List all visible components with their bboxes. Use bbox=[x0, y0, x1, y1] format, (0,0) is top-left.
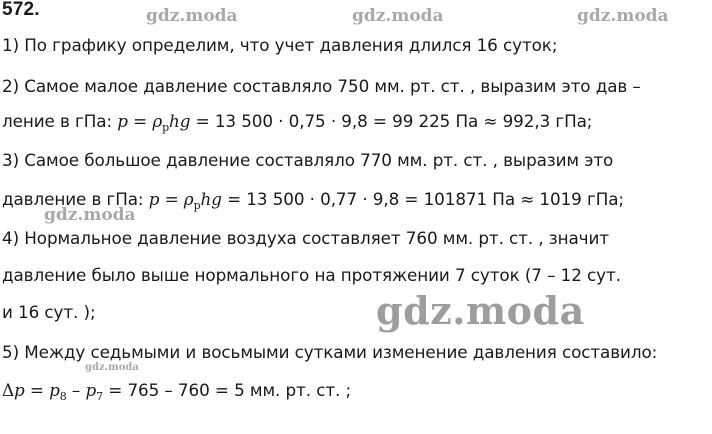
formula-result: = 765 – 760 = 5 мм. рт. ст. ; bbox=[103, 380, 352, 400]
pressure-symbol: p bbox=[14, 380, 25, 400]
problem-number: 572. bbox=[2, 0, 40, 20]
equals-sign: = bbox=[24, 380, 50, 400]
watermark: gdz.moda bbox=[146, 6, 238, 26]
formula-result: = 13 500 · 0,77 · 9,8 = 101871 Па ≈ 1019 гПа; bbox=[221, 189, 624, 209]
watermark: gdz.moda bbox=[44, 205, 136, 225]
watermark-small: gdz.moda bbox=[85, 362, 139, 373]
pressure-symbol: p bbox=[117, 111, 128, 131]
density-subscript: р bbox=[162, 121, 170, 134]
solution-line-1: 1) По графику определим, что учет давления длился 16 суток; bbox=[2, 35, 558, 55]
watermark: gdz.moda bbox=[352, 6, 444, 26]
line-text: давление в гПа: bbox=[2, 189, 149, 209]
equals-sign: = bbox=[159, 189, 184, 209]
hg-symbols: hg bbox=[200, 189, 222, 209]
solution-line-7: давление было выше нормального на протяжении 7 суток (7 – 12 сут. bbox=[2, 265, 621, 285]
density-symbol: ρ bbox=[183, 189, 194, 209]
solution-line-8: и 16 сут. ); bbox=[2, 302, 96, 322]
subscript-7: 7 bbox=[96, 390, 104, 403]
pressure-symbol: p bbox=[148, 189, 160, 209]
pressure-symbol: p bbox=[49, 380, 60, 400]
solution-line-5 bbox=[2, 189, 624, 212]
minus-sign: – bbox=[66, 380, 86, 400]
formula-result: = 13 500 · 0,75 · 9,8 = 99 225 Па ≈ 992,3 гПа; bbox=[190, 111, 593, 131]
solution-line-4: 3) Самое большое давление составляло 770 мм. рт. ст. , выразим это bbox=[2, 150, 614, 170]
watermark-large: gdz.moda bbox=[376, 288, 585, 333]
solution-line-6: 4) Нормальное давление воздуха составляет 760 мм. рт. ст. , значит bbox=[2, 228, 609, 248]
density-symbol: ρ bbox=[152, 111, 163, 131]
subscript-8: 8 bbox=[59, 390, 67, 403]
equals-sign: = bbox=[127, 111, 153, 131]
watermark: gdz.moda bbox=[577, 6, 669, 26]
delta-symbol: Δ bbox=[2, 380, 15, 400]
pressure-symbol: p bbox=[85, 380, 97, 400]
hg-symbols: hg bbox=[169, 111, 191, 131]
density-subscript: р bbox=[193, 199, 201, 212]
solution-line-10 bbox=[2, 380, 352, 403]
solution-line-2: 2) Самое малое давление составляло 750 мм. рт. ст. , выразим это дав – bbox=[2, 76, 641, 96]
line-text: ление в гПа: bbox=[2, 111, 118, 131]
solution-line-3 bbox=[2, 111, 593, 134]
solution-line-9: 5) Между седьмыми и восьмыми сутками изменение давления составило: bbox=[2, 342, 658, 362]
